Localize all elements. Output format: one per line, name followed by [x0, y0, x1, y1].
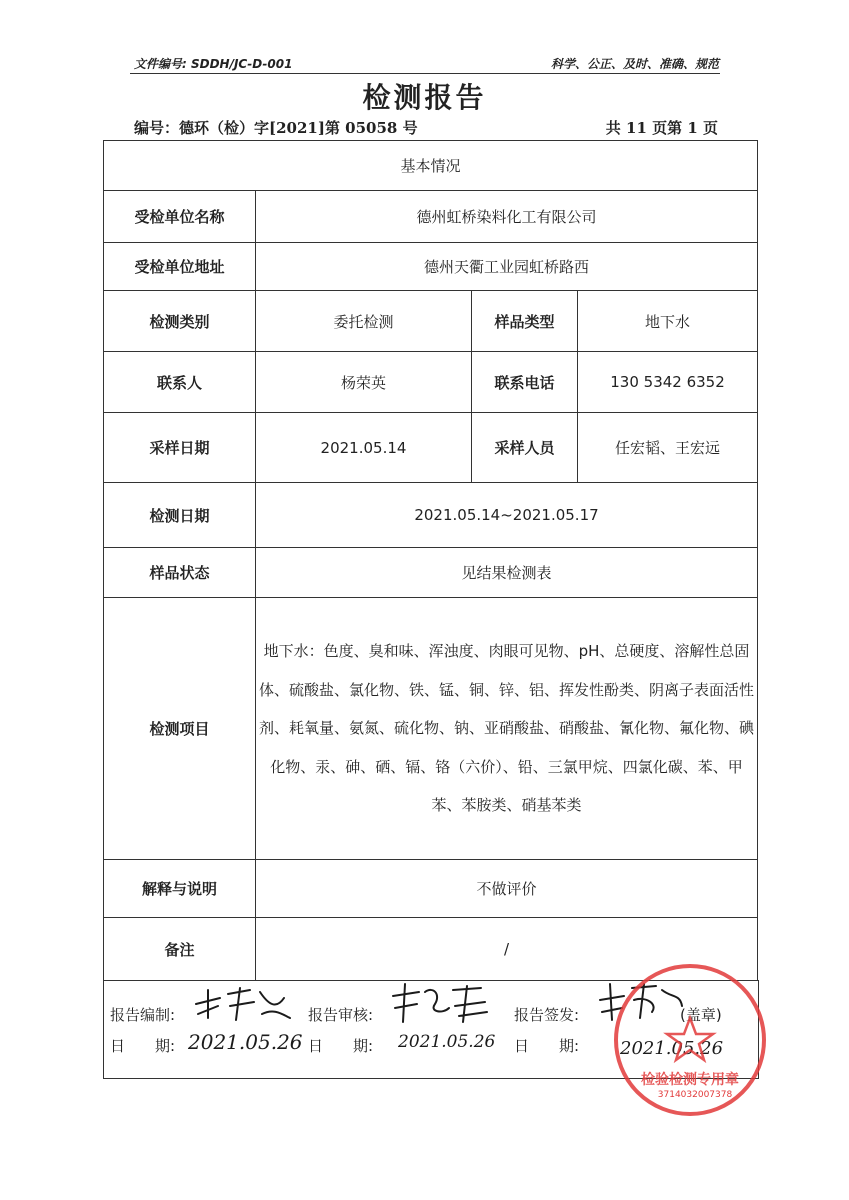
report-title: 检测报告 — [362, 81, 487, 114]
sampler-label: 采样人员 — [472, 413, 578, 483]
compiler-signature — [190, 984, 300, 1024]
table-row — [104, 141, 758, 191]
phone-value: 130 5342 6352 — [578, 352, 758, 413]
test-items-value: 地下水：色度、臭和味、浑浊度、肉眼可见物、pH、总硬度、溶解性总固体、硫酸盐、氯化物、铁、锰、铜、锌、铝、挥发性酚类、阴离子表面活性剂、耗氧量、氨氮、硫化物、钠、亚硝酸盐、硝酸盐、氰化物、氟化物、碘化物、汞、砷、硒、镉、铬（六价）、铅、三氯甲烷、四氯化碳、苯、甲苯、苯胺类、硝基苯类 — [256, 598, 758, 860]
table-row — [104, 191, 758, 243]
unit-name-label: 受检单位名称 — [104, 191, 256, 243]
reviewer-signature — [389, 982, 499, 1026]
report-number: 编号：德环（检）字[2021]第 05058 号 — [134, 119, 418, 137]
table-row — [104, 352, 758, 413]
compiler-date-label: 日 期: — [110, 1037, 176, 1055]
test-type-value: 委托检测 — [256, 291, 472, 352]
contact-label: 联系人 — [104, 352, 256, 413]
table-row — [104, 548, 758, 598]
motto: 科学、公正、及时、准确、规范 — [550, 57, 719, 71]
table-row — [104, 598, 758, 860]
reviewer-date: 2021.05.26 — [398, 1032, 496, 1052]
issuer-label: 报告签发: — [514, 1006, 580, 1024]
table-row — [104, 413, 758, 483]
issuer-date: 2021.05.26 — [620, 1038, 724, 1059]
contact-value: 杨荣英 — [256, 352, 472, 413]
test-type-label: 检测类别 — [104, 291, 256, 352]
test-date-value: 2021.05.14~2021.05.17 — [256, 483, 758, 548]
explanation-label: 解释与说明 — [104, 860, 256, 918]
remark-label: 备注 — [104, 918, 256, 981]
seal-text: 检验检测专用章 — [641, 1072, 739, 1088]
test-date-label: 检测日期 — [104, 483, 256, 548]
sample-state-value: 见结果检测表 — [256, 548, 758, 598]
file-number: 文件编号: SDDH/JC-D-001 — [134, 57, 293, 71]
stamp-note: (盖章) — [680, 1006, 722, 1024]
unit-name-value: 德州虹桥染料化工有限公司 — [256, 191, 758, 243]
table-row — [104, 243, 758, 291]
basic-info-table — [103, 140, 758, 981]
sample-type-label: 样品类型 — [472, 291, 578, 352]
section-title: 基本情况 — [104, 141, 758, 191]
reviewer-date-label: 日 期: — [308, 1037, 374, 1055]
test-items-label: 检测项目 — [104, 598, 256, 860]
remark-value: / — [256, 918, 758, 981]
table-row — [104, 483, 758, 548]
sample-type-value: 地下水 — [578, 291, 758, 352]
unit-address-label: 受检单位地址 — [104, 243, 256, 291]
page-count: 共 11 页第 1 页 — [605, 119, 718, 137]
table-row — [104, 291, 758, 352]
sampling-date-label: 采样日期 — [104, 413, 256, 483]
header-rule — [130, 73, 720, 74]
sample-state-label: 样品状态 — [104, 548, 256, 598]
compiler-label: 报告编制: — [110, 1006, 176, 1024]
unit-address-value: 德州天衢工业园虹桥路西 — [256, 243, 758, 291]
sampler-value: 任宏韬、王宏远 — [578, 413, 758, 483]
compiler-date: 2021.05.26 — [188, 1030, 303, 1054]
issuer-date-label: 日 期: — [514, 1037, 580, 1055]
table-row — [104, 860, 758, 918]
explanation-value: 不做评价 — [256, 860, 758, 918]
sampling-date-value: 2021.05.14 — [256, 413, 472, 483]
seal-number: 3714032007378 — [657, 1090, 733, 1100]
reviewer-label: 报告审核: — [308, 1006, 374, 1024]
phone-label: 联系电话 — [472, 352, 578, 413]
